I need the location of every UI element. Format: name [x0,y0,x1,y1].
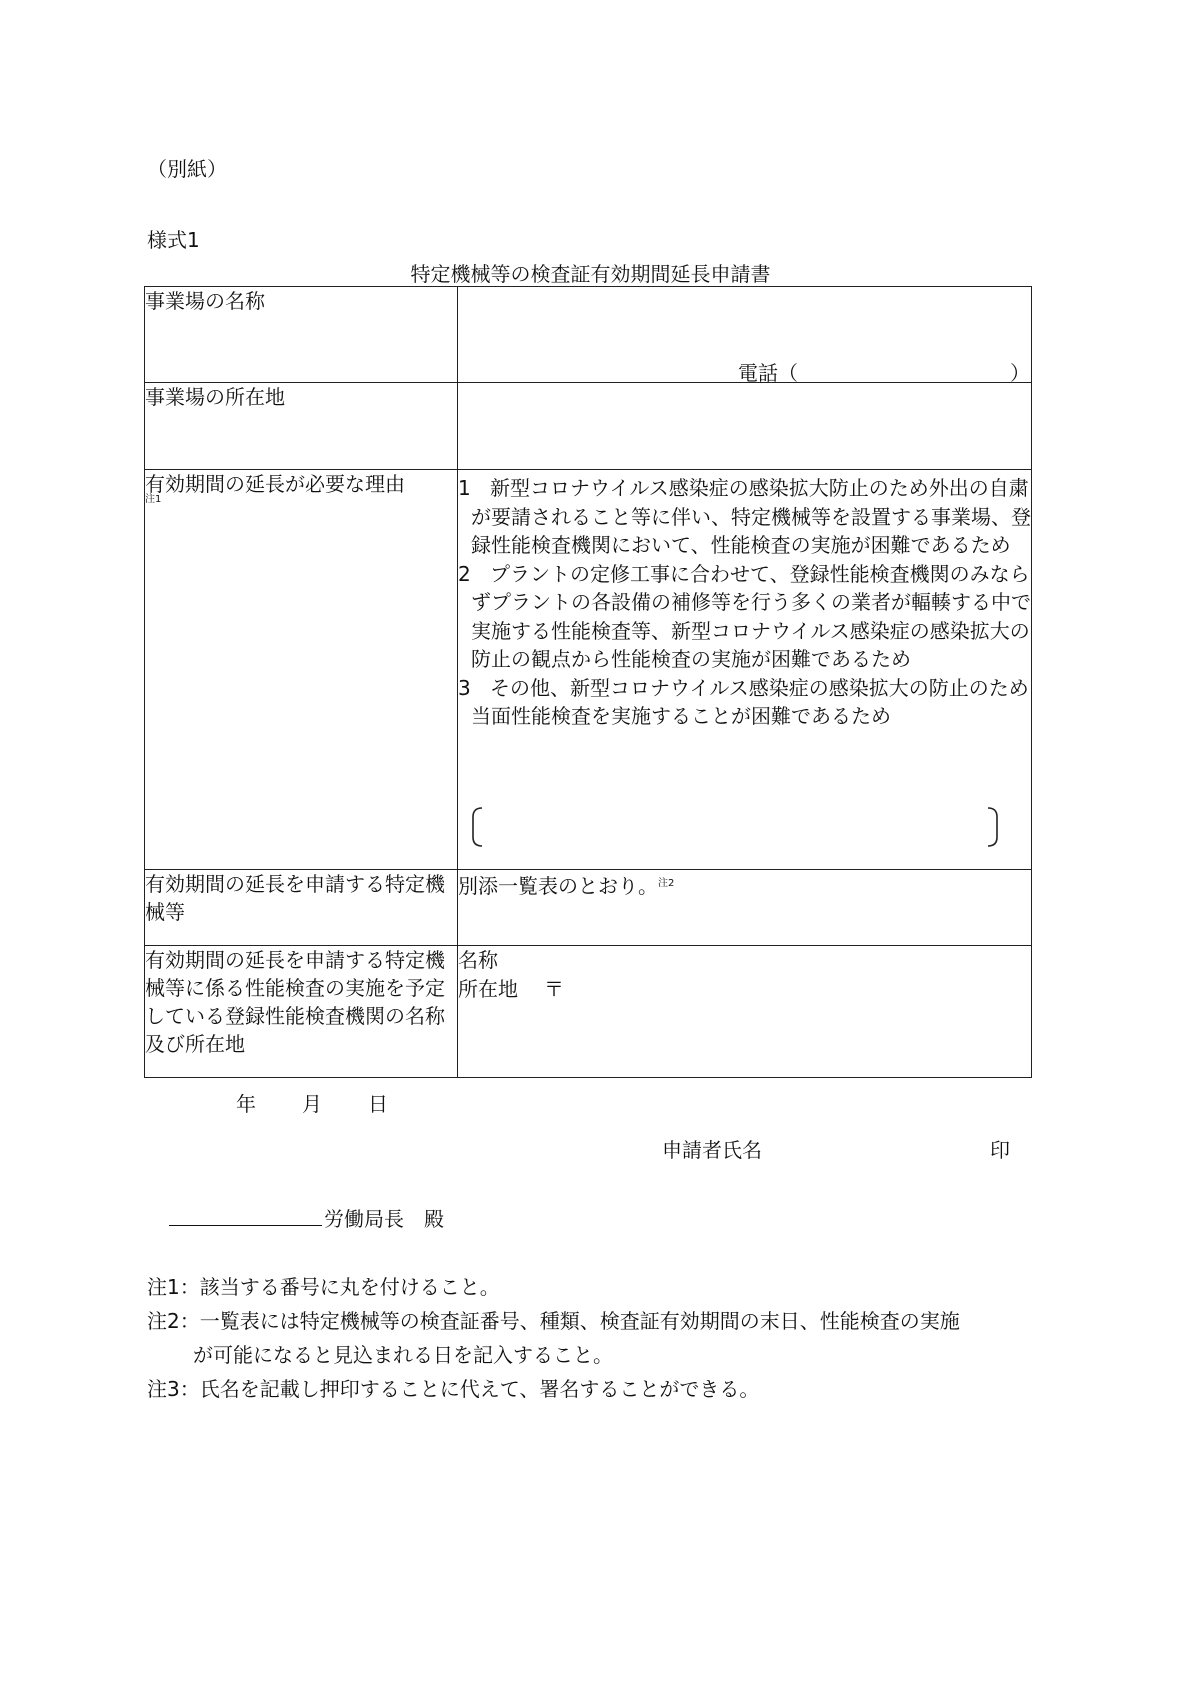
note-2-line-2: が可能になると見込まれる日を記入すること。 [193,1343,613,1367]
workplace-name-field[interactable] [458,287,1032,383]
other-reason-field[interactable] [470,807,1000,847]
note-2 [147,1304,1037,1372]
table-row-workplace-name [145,287,1032,383]
note-2-line-1: 注2：一覧表には特定機械等の検査証番号、種類、検査証有効期間の末日、性能検査の実施 [147,1309,960,1333]
document-title: 特定機械等の検査証有効期間延長申請書 [410,262,771,286]
inspection-body-name-label: 名称 [458,948,498,972]
workplace-address-label: 事業場の所在地 [145,385,285,409]
left-bracket-icon [470,807,484,847]
inspection-body-field[interactable] [458,946,1032,1078]
inspection-body-label-cell [145,946,458,1078]
workplace-name-label: 事業場の名称 [145,289,265,313]
table-row-inspection-body [145,946,1032,1078]
labor-bureau-name-blank[interactable] [169,1225,322,1226]
reason-label: 有効期間の延長が必要な理由 [145,472,405,496]
workplace-name-label-cell [145,287,458,383]
reason-note-ref: 注1 [145,494,162,505]
applicant-name-label: 申請者氏名 [662,1138,762,1162]
machines-label: 有効期間の延長を申請する特定機械等 [145,872,445,924]
reason-option-1[interactable]: 1 新型コロナウイルス感染症の感染拡大防止のため外出の自粛が要請されること等に伴い、特定機械等を設置する事業場、登録性能検査機関において、性能検査の実施が困難であるため [458,476,1031,557]
reason-option-2[interactable]: 2 プラントの定修工事に合わせて、登録性能検査機関のみならずプラントの各設備の補修等を行う多くの業者が輻輳する中で実施する性能検査等、新型コロナウイルス感染症の感染拡大の防止の観点から性能検査の実施が困難であるため [458,561,1031,671]
machines-field [458,870,1032,946]
note-1: 注1：該当する番号に丸を付けること。 [147,1275,500,1299]
date-day-label: 日 [368,1092,388,1116]
date-year-label: 年 [236,1092,256,1116]
application-form-table [144,286,1032,1078]
table-row-machines [145,870,1032,946]
machines-label-cell [145,870,458,946]
date-month-label: 月 [302,1092,322,1116]
workplace-address-field[interactable] [458,383,1032,470]
workplace-address-label-cell [145,383,458,470]
machines-value: 別添一覧表のとおり。 [458,874,658,898]
postal-mark-icon: 〒 [544,977,564,1001]
machines-note-ref: 注2 [658,878,675,889]
right-bracket-icon [986,807,1000,847]
phone-label: 電話（ [738,361,798,385]
attachment-label: （別紙） [147,157,227,181]
form-number: 様式1 [147,228,200,252]
seal-label: 印 [990,1138,1010,1162]
reason-options-cell [458,470,1032,870]
table-row-reason [145,470,1032,870]
inspection-body-label: 有効期間の延長を申請する特定機械等に係る性能検査の実施を予定している登録性能検査機関の名称及び所在地 [145,948,445,1056]
reason-label-cell [145,470,458,870]
phone-close-paren: ） [1010,361,1030,385]
reason-option-3[interactable]: 3 その他、新型コロナウイルス感染症の感染拡大の防止のため当面性能検査を実施することが困難であるため [458,675,1029,728]
inspection-body-address-label: 所在地 [458,977,518,1001]
addressee-label: 労働局長 殿 [324,1207,444,1231]
table-row-workplace-address [145,383,1032,470]
note-3: 注3：氏名を記載し押印することに代えて、署名することができる。 [147,1377,760,1401]
